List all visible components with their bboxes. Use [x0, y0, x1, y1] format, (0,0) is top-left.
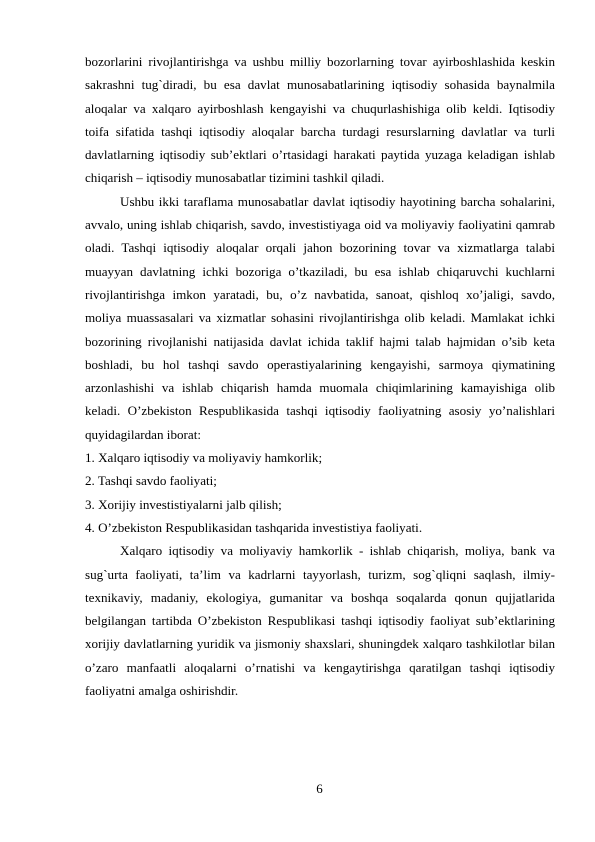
paragraph-cooperation: Xalqaro iqtisodiy va moliyaviy hamkorlik - ishlab chiqarish, moliya, bank va sug`urta faoliyati, ta’lim va kadrlarni tayyorlash, turizm, sog`qliqni saqlash, ilmiy-texnikaviy, madaniy, ekologiya, gumanitar va boshqa soqalarda qonun qujjatlarida belgilangan tartibda O’zbekiston Respublikasi tashqi iqtisodiy faoliyat sub’ektlarining xorijiy davlatlarning yuridik va jismoniy shaxslari, shuningdek xalqaro tashkilotlar bilan o’zaro manfaatli aloqalarni o’rnatishi va kengaytirishga qaratilgan tashqi iqtisodiy faoliyatni amalga oshirishdir.	[85, 543, 555, 699]
directions-list	[85, 446, 555, 539]
paragraph-intro: bozorlarini rivojlantirishga va ushbu milliy bozorlarning tovar ayirboshlashida keskin sakrashni tug`diradi, bu esa davlat munosabatlarining iqtisodiy sohasida baynalmila aloqalar va xalqaro ayirboshlash kengayishi va chuqurlashishiga olib keldi. Iqtisodiy toifa sifatida tashqi iqtisodiy aloqalar barcha turdagi resurslarning davlatlar va turli davlatlarning iqtisodiy sub’ektlari o’rtasidagi harakati paytida yuzaga keladigan ishlab chiqarish – iqtisodiy munosabatlar tizimini tashkil qiladi.	[85, 54, 555, 186]
list-item: 3. Xorijiy investistiyalarni jalb qilish;	[85, 496, 282, 512]
list-item: 1. Xalqaro iqtisodiy va moliyaviy hamkorlik;	[85, 450, 323, 466]
page-number-text: 6	[316, 781, 323, 796]
paragraph-relations: Ushbu ikki taraflama munosabatlar davlat iqtisodiy hayotining barcha sohalarini, avvalo, uning ishlab chiqarish, savdo, investistiyaga oid va moliyaviy faoliyatini qamrab oladi. Tashqi iqtisodiy aloqalar orqali jahon bozorining tovar va xizmatlarga talabi muayyan davlatning ichki bozoriga o’tkaziladi, bu esa ishlab chiqaruvchi kuchlarni rivojlantirishga imkon yaratadi, bu, o’z navbatida, sanoat, qishloq xo’jaligi, savdo, moliya muassasalari va xizmatlar sohasini rivojlantirishga olib keladi. Mamlakat ichki bozorining rivojlanishi natijasida davlat ichida taklif hajmi talab hajmidan o’sib keta boshladi, bu hol tashqi savdo operastiyalarining kengayishi, sarmoya qiymatining arzonlashishi va ishlab chiqarish hamda muomala chiqimlarining kamayishiga olib keladi. O’zbekiston Respublikasida tashqi iqtisodiy faoliyatning asosiy yo’nalishlari quyidagilardan iborat:	[85, 193, 555, 442]
list-item: 2. Tashqi savdo faoliyati;	[85, 473, 217, 489]
document-page	[85, 50, 555, 702]
list-item: 4. O’zbekiston Respublikasidan tashqarida investistiya faoliyati.	[85, 519, 423, 535]
page-number	[0, 781, 595, 797]
